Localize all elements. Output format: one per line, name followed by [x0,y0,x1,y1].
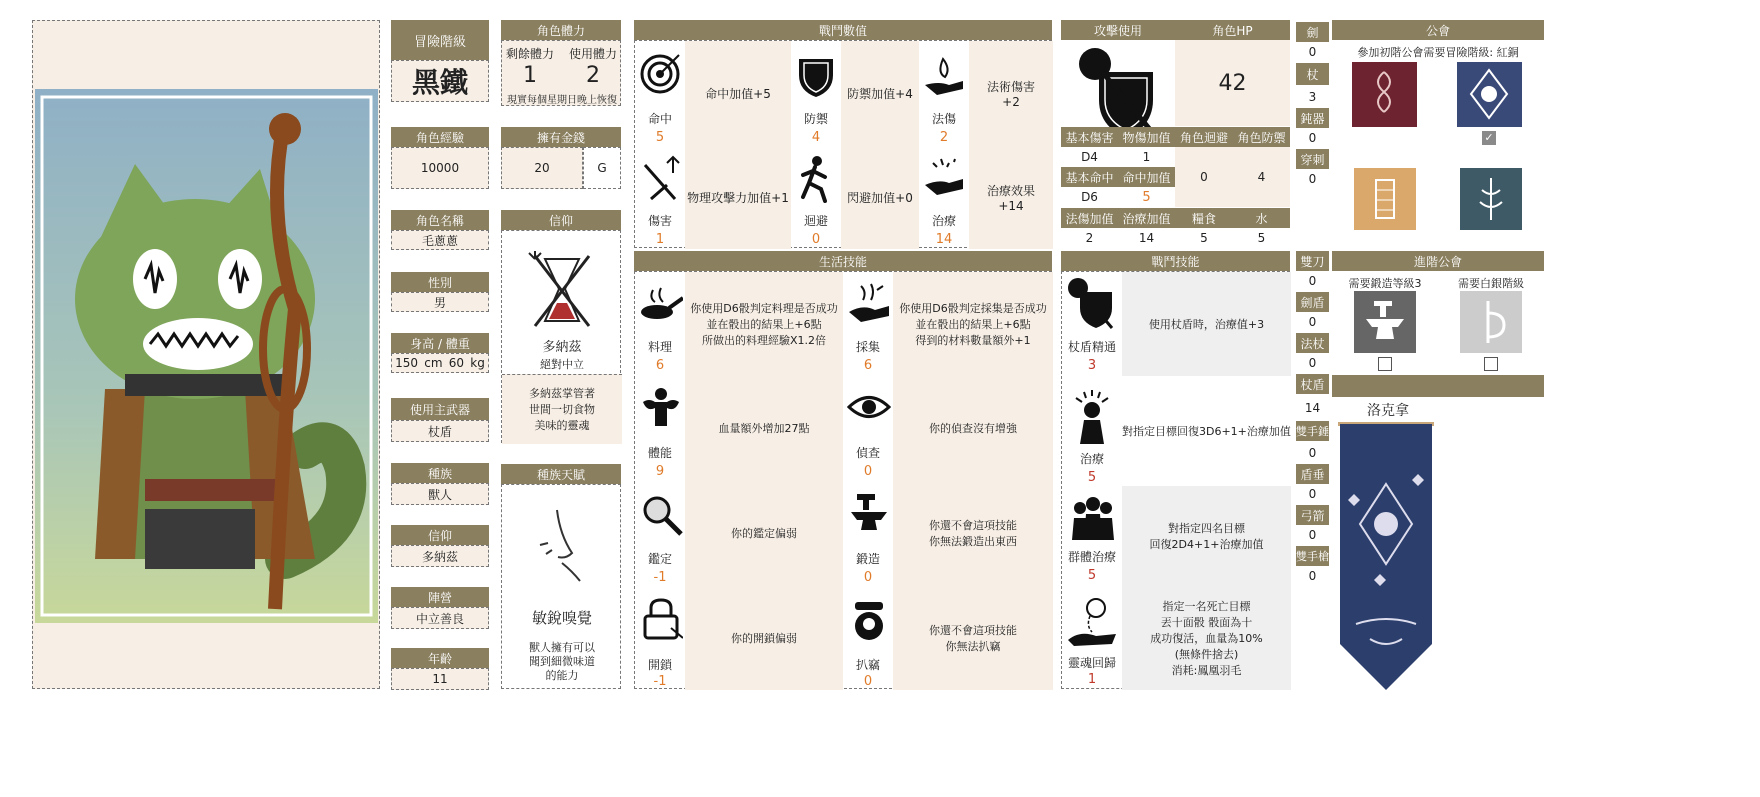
life-lockpick-value: -1 [653,674,667,689]
god-panel [501,210,621,443]
battle-revive-desc-3: 成功復活，血量為10% [1150,632,1263,645]
wpn-spear-name: 雙手槍 [1296,546,1329,566]
base-h3: 角色迴避 [1175,127,1233,147]
stat-evade-value: 0 [811,232,821,247]
life-scout-name: 偵查 [855,446,880,460]
guild-header: 公會 [1332,20,1544,40]
hp-header: 角色HP [1175,20,1290,40]
banner-header-bar [1332,375,1544,397]
gender-box [391,272,489,312]
life-gather-desc-2: 並在骰出的結果上+6點 [915,318,1031,331]
base-h1: 基本傷害 [1061,127,1118,147]
thief-icon [847,598,891,642]
life-steal-desc-1: 你還不會這項技能 [929,624,1017,637]
life-scout-value: 0 [863,464,873,479]
life-gather-value: 6 [863,358,873,373]
money-value: 20 [501,147,583,189]
battle-heal-desc: 對指定目標回復3D6+1+治療加值 [1122,376,1291,486]
weapon-skills-1 [1296,20,1329,190]
combat-header: 戰鬥數值 [634,20,1052,40]
stat-evade-desc: 閃避加值+0 [841,145,919,249]
life-appraise-name: 鑑定 [647,552,672,566]
battle-mastery-desc: 使用杖盾時，治療值+3 [1122,272,1291,376]
life-cook-value: 6 [655,358,665,373]
base-h7: 法傷加值 [1061,208,1118,228]
gender-header: 性別 [391,272,489,292]
stat-dmg-value: 1 [655,232,665,247]
battle-mastery-value: 3 [1087,358,1097,373]
camp-value: 中立善良 [391,607,489,629]
nose-icon [532,505,592,585]
adv-guild-req-1: 需要鍛造等級3 [1348,277,1422,290]
hourglass-fork-icon [527,251,597,329]
race-value: 獸人 [391,483,489,505]
wpn-spear-value: 0 [1308,569,1317,583]
stat-def-desc: 防禦加值+4 [841,41,919,145]
wpn-blunt-name: 鈍器 [1296,108,1329,128]
wpn-staff-name: 杖 [1296,63,1329,85]
stamina-note: 現實每個星期日晚上恢復 [507,95,617,106]
wpn-dual-value: 0 [1308,274,1317,288]
banner-name: 洛克拿 [1367,403,1409,419]
guild-orange-emblem[interactable] [1354,168,1416,230]
portrait-panel [32,20,380,689]
target-icon [639,53,681,95]
stat-spell-desc-2: +2 [1002,94,1020,109]
wpn-shieldmace-name: 盾垂 [1296,464,1329,484]
sword-icon [639,155,681,205]
battle-group-value: 5 [1087,568,1097,583]
guild-crimson-emblem[interactable] [1352,62,1417,127]
base-dmg: D4 [1081,150,1098,164]
exp-header: 角色經驗 [391,127,489,147]
life-steal-name: 扒竊 [855,658,880,672]
wpn-swordshield-name: 劍盾 [1296,292,1329,312]
life-lockpick-desc: 你的開鎖偏弱 [685,586,843,690]
used-label: 使用體力 [568,47,617,61]
battle-revive-value: 1 [1087,672,1097,687]
silver-guild-checkbox[interactable] [1484,357,1498,371]
race-header: 種族 [391,463,489,483]
banner-panel [1338,398,1438,692]
staff-shield-icon [1066,276,1116,330]
adv-guild-panel [1332,251,1544,373]
age-box [391,648,489,690]
character-portrait [35,89,378,623]
revive-icon [1066,596,1118,648]
life-panel [634,251,1052,689]
life-cook-desc-1: 你使用D6骰判定料理是否成功 [690,302,838,315]
stat-hit-name: 命中 [647,112,672,126]
wpn-dual-name: 雙刀 [1296,251,1329,271]
base-phys: 1 [1142,150,1151,164]
weapon-skills-2 [1296,251,1329,591]
race-box [391,463,489,505]
life-cook-desc-3: 所做出的料理經驗X1.2倍 [701,334,827,347]
life-fitness-name: 體能 [647,446,672,460]
wpn-wand-value: 0 [1308,356,1317,370]
smith-guild-emblem[interactable] [1354,291,1416,353]
weapon-header: 使用主武器 [391,398,489,420]
gather-icon [847,282,891,326]
life-gather-name: 採集 [855,340,880,354]
life-fitness-desc: 血量額外增加27點 [685,376,843,480]
life-forge-name: 鍛造 [855,552,880,566]
stat-hit-value: 5 [655,130,665,145]
base-h9: 糧食 [1175,208,1233,228]
base-h10: 水 [1233,208,1290,228]
racial-panel [501,464,621,689]
wpn-sword-value: 0 [1308,45,1317,59]
wpn-staffshield-value: 14 [1304,401,1321,415]
wpn-blunt-value: 0 [1308,131,1317,145]
rank-box [391,20,489,102]
money-box [501,127,621,189]
guild-teal-emblem[interactable] [1460,168,1522,230]
wpn-pierce-value: 0 [1308,172,1317,186]
name-value: 毛蔥蔥 [391,230,489,250]
shield-icon [795,55,837,99]
battle-revive-desc-5: 消耗:鳳凰羽毛 [1171,664,1242,677]
remaining-label: 剩餘體力 [505,47,554,61]
battle-revive-desc-2: 丟十面骰 骰面為十 [1160,616,1253,629]
age-header: 年齡 [391,648,489,668]
god-desc-3: 美味的靈魂 [534,419,590,432]
base-water: 5 [1257,231,1266,245]
base-h6: 命中加值 [1118,167,1175,187]
muscle-icon [639,386,683,432]
stat-spell-value: 2 [939,130,949,145]
combat-panel [634,20,1052,248]
life-appraise-desc: 你的鑑定偏弱 [685,480,843,586]
money-unit: G [583,147,621,189]
battle-group-desc-2: 回復2D4+1+治療加值 [1149,538,1264,551]
stat-def-value: 4 [811,130,821,145]
base-h4: 角色防禦 [1233,127,1290,147]
used-value: 2 [586,63,600,88]
stamina-header: 角色體力 [501,20,621,40]
smith-guild-checkbox[interactable] [1378,357,1392,371]
base-hit: D6 [1081,190,1098,204]
stat-dmg-name: 傷害 [647,214,672,228]
life-cook-desc-2: 並在骰出的結果上+6點 [706,318,822,331]
god-desc-2: 世間一切食物 [529,403,595,416]
god-desc-1: 多納茲掌管著 [529,387,595,400]
wpn-sword-name: 劍 [1296,22,1329,42]
stat-heal-value: 14 [935,232,953,247]
stamina-box [501,20,621,106]
battle-heal-name: 治療 [1079,452,1104,466]
flame-hand-icon [923,55,965,97]
body-box [391,333,489,373]
adv-guild-req-2: 需要白銀階級 [1458,277,1524,290]
base-hitbonus: 5 [1142,189,1151,205]
battle-panel [1061,251,1290,689]
banner-flag [1340,424,1432,694]
stat-heal-name: 治療 [931,214,956,228]
weight-unit: kg [470,356,485,370]
life-forge-value: 0 [863,570,873,585]
racial-desc-1: 獸人擁有可以 [529,641,595,654]
life-appraise-value: -1 [653,570,667,585]
remaining-value: 1 [523,63,537,88]
battle-revive-desc-1: 指定一名死亡目標 [1162,600,1251,613]
racial-desc-3: 的能力 [545,669,579,682]
exp-value: 10000 [391,147,489,189]
stat-spell-desc-1: 法術傷害 [986,79,1035,94]
battle-group-desc-1: 對指定四名目標 [1168,522,1245,535]
base-h2: 物傷加值 [1118,127,1175,147]
wpn-hammer-name: 雙手錘 [1296,421,1329,441]
battle-mastery-name: 杖盾精通 [1067,340,1116,354]
life-forge-desc-1: 你還不會這項技能 [929,519,1017,532]
base-evade: 0 [1175,147,1233,207]
age-value: 11 [391,668,489,690]
weapon-value: 杖盾 [391,420,489,442]
guild-blue-checkbox[interactable]: ✓ [1482,131,1496,145]
body-header: 身高 / 體重 [391,333,489,353]
gender-value: 男 [391,292,489,312]
hp-value: 42 [1175,40,1290,126]
racial-header: 種族天賦 [501,464,621,484]
wpn-hammer-value: 0 [1308,446,1317,460]
eye-icon [847,392,891,422]
rank-header: 冒險階級 [391,20,489,60]
dodge-icon [795,153,837,203]
life-gather-desc-1: 你使用D6骰判定採集是否成功 [899,302,1047,315]
guild-panel [1332,20,1544,245]
attack-panel [1061,20,1290,248]
heal-hand-icon [923,155,965,199]
wpn-bow-value: 0 [1308,528,1317,542]
wpn-bow-name: 弓箭 [1296,505,1329,525]
silver-guild-emblem[interactable] [1460,291,1522,353]
name-header: 角色名稱 [391,210,489,230]
guild-blue-emblem[interactable] [1457,62,1522,127]
life-scout-desc: 你的偵查沒有增強 [893,376,1053,480]
heal-person-icon [1070,390,1114,444]
stat-evade-name: 迴避 [803,214,828,228]
battle-revive-desc-4: (無條件捨去) [1174,648,1239,661]
wpn-swordshield-value: 0 [1308,315,1317,329]
group-heal-icon [1068,496,1118,544]
battle-header: 戰鬥技能 [1061,251,1290,271]
faith-header: 信仰 [391,525,489,545]
base-healb: 14 [1138,231,1155,245]
life-steal-value: 0 [863,674,873,689]
life-header: 生活技能 [634,251,1052,271]
anvil-icon [847,492,891,536]
life-lockpick-name: 開鎖 [647,658,672,672]
racial-desc-2: 聞到細微味道 [529,655,595,668]
base-spell: 2 [1085,231,1094,245]
rank-value: 黑鐵 [391,60,489,102]
stat-spell-name: 法傷 [931,112,956,126]
base-defense: 4 [1233,147,1290,207]
wpn-pierce-name: 穿刺 [1296,149,1329,169]
name-box [391,210,489,250]
wpn-staffshield-name: 杖盾 [1296,374,1329,394]
lock-icon [641,598,683,642]
faith-value: 多納茲 [391,545,489,567]
wpn-wand-name: 法杖 [1296,333,1329,353]
battle-revive-name: 靈魂回歸 [1067,656,1116,670]
battle-group-name: 群體治療 [1067,550,1116,564]
wpn-shieldmace-value: 0 [1308,487,1317,501]
exp-box [391,127,489,189]
racial-name: 敏銳嗅覺 [531,609,592,627]
stat-def-name: 防禦 [803,112,828,126]
stat-heal-desc-1: 治療效果 [986,183,1035,198]
stat-dmg-desc: 物理攻擊力加值+1 [685,145,791,249]
god-alignment: 絕對中立 [540,358,584,371]
attack-header: 攻擊使用 [1061,20,1175,40]
base-food: 5 [1200,231,1208,245]
life-steal-desc-2: 你無法扒竊 [945,640,1001,653]
life-forge-desc-2: 你無法鍛造出東西 [929,535,1017,548]
faith-box [391,525,489,567]
life-fitness-value: 9 [655,464,665,479]
height-unit: cm [424,356,443,370]
camp-header: 陣營 [391,587,489,607]
battle-heal-value: 5 [1087,470,1097,485]
money-header: 擁有金錢 [501,127,621,147]
base-h5: 基本命中 [1061,167,1118,187]
base-h8: 治療加值 [1118,208,1175,228]
stat-heal-desc-2: +14 [998,198,1024,213]
adv-guild-header: 進階公會 [1332,251,1544,271]
weight-value: 60 [448,356,465,370]
stat-hit-desc: 命中加值+5 [685,41,791,145]
guild-note: 參加初階公會需要冒險階級: 紅銅 [1357,46,1519,59]
god-header: 信仰 [501,210,621,230]
body-values [391,353,489,373]
magnifier-icon [641,494,683,536]
camp-box [391,587,489,629]
wpn-staff-value: 3 [1308,90,1317,104]
pan-icon [639,284,683,324]
life-cook-name: 料理 [647,340,672,354]
height-value: 150 [395,356,419,370]
god-name: 多納茲 [542,340,582,355]
life-gather-desc-3: 得到的材料數量額外+1 [915,334,1031,347]
weapon-box [391,398,489,442]
